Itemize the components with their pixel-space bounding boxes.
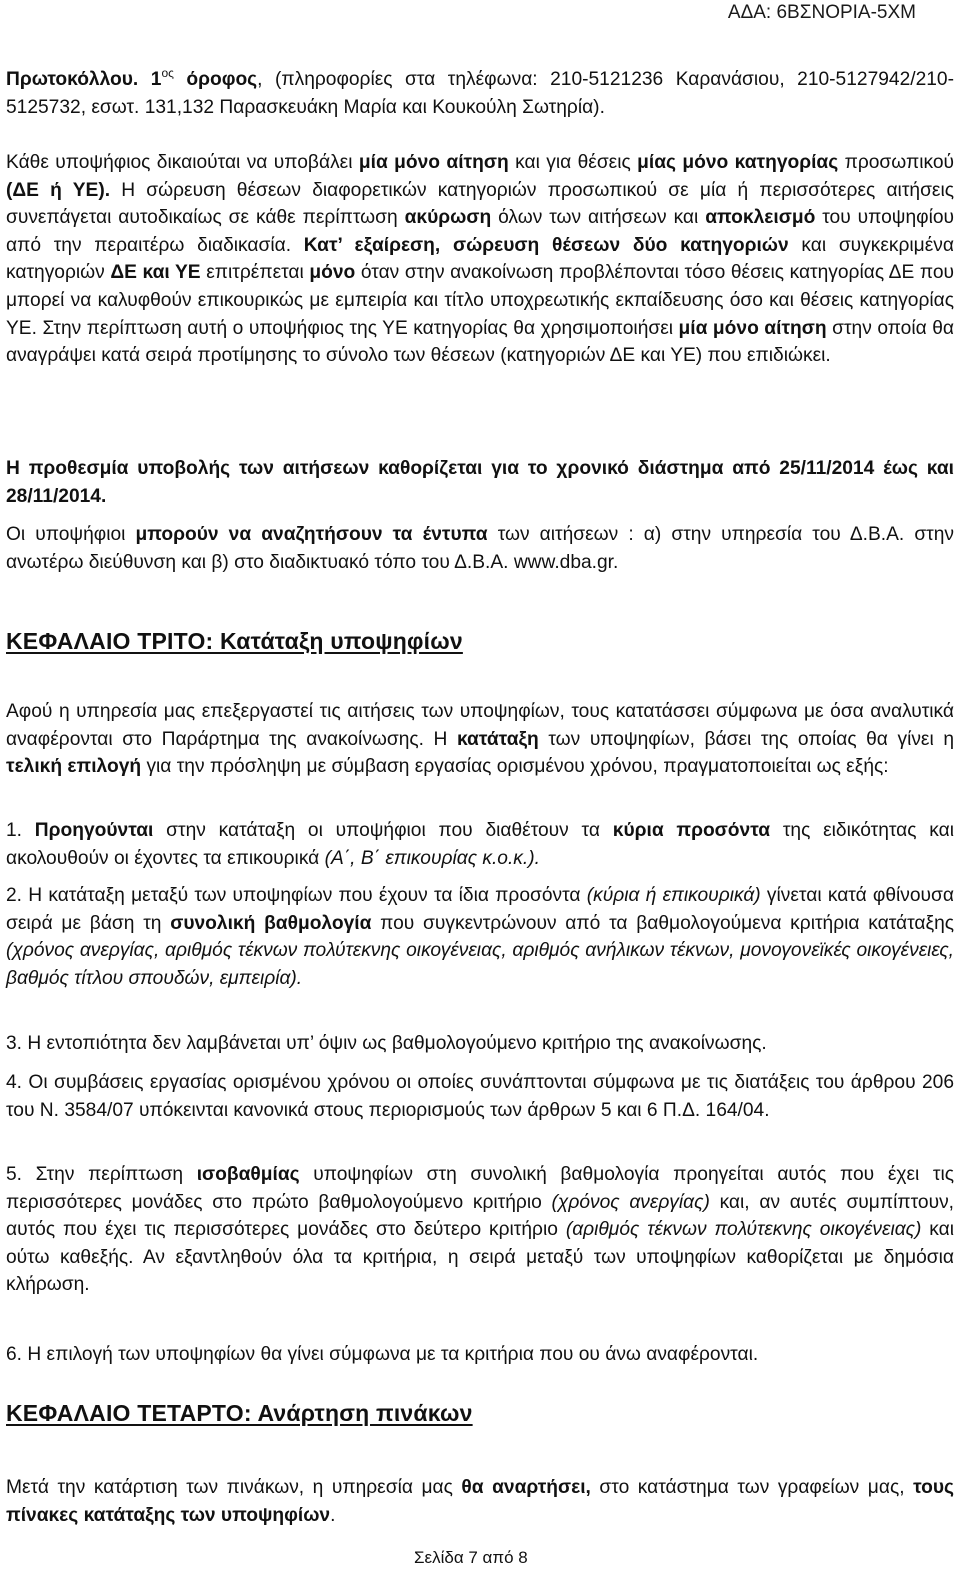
- text-run: συνολική βαθμολογία: [170, 912, 372, 934]
- text-run: και συγκεκριμένα κατηγοριών: [6, 234, 954, 284]
- text-run: (χρόνος ανεργίας, αριθμός τέκνων πολύτεκνης οικογένειας, αριθμός ανήλικων τέκνων, μονογονεϊκές οικογένειες, βαθμός τίτλου σπουδών, εμπειρία).: [6, 940, 954, 989]
- text-run: μπορούν να αναζητήσουν τα έντυπα: [135, 524, 488, 545]
- text-run: ισοβαθμίας: [196, 1164, 300, 1185]
- text-run: 4. Οι συμβάσεις εργασίας ορισμένου χρόνου οι οποίες συνάπτονται σύμφωνα με τις διατάξεις του άρθρου 206 του Ν. 3584/07 υπόκεινται κανονικά στους περιορισμούς των άρθρων 5 και 6 Π.Δ. 164/04.: [6, 1072, 954, 1121]
- text-run: Αφού η υπηρεσία μας επεξεργαστεί τις αιτήσεις των υποψηφίων, τους κατατάσσει σύμφωνα με όσα αναλυτικά αναφέρονται στο Παράρτημα της ανακοίνωσης. Η: [6, 701, 954, 750]
- text-run: της ειδικότητας και ακολουθούν οι έχοντες τα επικουρικά: [6, 820, 955, 869]
- text-run: όταν στην ανακοίνωση προβλέπονται τόσο θέσεις κατηγορίας ΔΕ που μπορεί να καλυφθούν επικουρικώς με εμπειρία και τίτλο υποχρεωτικής εκπαίδευσης όσο και θέσεις κατηγορίας ΥΕ. Στην περίπτωση αυτή ο υποψήφιος της ΥΕ κατηγορίας θα χρησιμοποιήσει: [6, 262, 954, 339]
- text-run: ΔΕ και ΥΕ: [110, 262, 201, 284]
- text-run: μόνο: [309, 262, 356, 284]
- deadline-paragraph: [6, 455, 954, 510]
- page-number: Σελίδα 7 από 8: [414, 1548, 528, 1567]
- text-run: υποψηφίων στη συνολική βαθμολογία προηγείται αυτός που έχει τις περισσότερες μονάδες στο πρώτο βαθμολογούμενο κριτήριο: [6, 1164, 954, 1213]
- ranking-item-5: [6, 1161, 954, 1299]
- forms-paragraph: [6, 521, 954, 576]
- ranking-item-2: [6, 882, 954, 992]
- text-run: 1.: [6, 820, 35, 841]
- text-run: στην οποία θα αναγράψει κατά σειρά προτίμησης το σύνολο των θέσεων (κατηγοριών ΔΕ και ΥΕ) που επιδιώκει.: [6, 317, 954, 367]
- text-run: 3. Η εντοπιότητα δεν λαμβάνεται υπ’ όψιν ως βαθμολογούμενο κριτήριο της ανακοίνωσης.: [6, 1033, 767, 1054]
- text-run: Πρωτοκόλλου. 1: [6, 69, 162, 90]
- text-run: κατάταξη: [457, 728, 539, 750]
- text-run: μία μόνο αίτηση: [358, 152, 509, 173]
- text-run: (κύρια ή επικουρικά): [586, 885, 761, 906]
- text-run: των υποψηφίων, βάσει της οποίας θα γίνει η: [538, 728, 954, 750]
- text-run: 6. Η επιλογή των υποψηφίων θα γίνει σύμφωνα με τα κριτήρια που ου άνω αναφέρονται.: [6, 1344, 759, 1365]
- text-run: Η προθεσμία υποβολής των αιτήσεων καθορίζεται για το χρονικό διάστημα από 25/11/2014 έως και 28/11/2014.: [6, 458, 954, 507]
- text-run: αποκλεισμό: [705, 207, 816, 229]
- text-run: για την πρόσληψη με σύμβαση εργασίας ορισμένου χρόνου, πραγματοποιείται ως εξής:: [141, 756, 889, 778]
- text-run: και για θέσεις: [508, 152, 638, 173]
- text-run: (χρόνος ανεργίας): [551, 1191, 710, 1213]
- text-run: Μετά την κατάρτιση των πινάκων, η υπηρεσία μας: [6, 1477, 462, 1498]
- text-run: , (πληροφορίες στα τηλέφωνα: 210-5121236 Καρανάσιου, 210-5127942/210-5125732, εσωτ. 131,132 Παρασκευάκη Μαρία και Κουκούλη Σωτηρία).: [6, 69, 954, 118]
- text-run: Η σώρευση θέσεων διαφορετικών κατηγοριών προσωπικού σε μία ή περισσότερες αιτήσεις συνεπάγεται αυτοδικαίως σε κάθε περίπτωση: [6, 179, 954, 229]
- ranking-intro-paragraph: [6, 698, 954, 781]
- text-run: στο κατάστημα των γραφείων μας,: [590, 1477, 914, 1498]
- text-run: ος: [161, 66, 174, 80]
- text-run: τους πίνακες κατάταξης των υποψηφίων: [6, 1477, 954, 1526]
- ranking-item-6: [6, 1341, 954, 1369]
- text-run: Κάθε υποψήφιος δικαιούται να υποβάλει: [6, 152, 359, 173]
- text-run: και ούτω καθεξής. Αν εξαντληθούν όλα τα κριτήρια, η σειρά μεταξύ των υποψηφίων καθορίζεται με δημόσια κλήρωση.: [6, 1219, 954, 1296]
- text-run: 5. Στην περίπτωση: [6, 1164, 197, 1185]
- text-run: γίνεται κατά φθίνουσα σειρά με βάση τη: [6, 885, 954, 934]
- chapter-three-heading: ΚΕΦΑΛΑΙΟ ΤΡΙΤΟ: Κατάταξη υποψηφίων: [6, 628, 463, 654]
- text-run: όλων των αιτήσεων και: [491, 207, 706, 229]
- application-rules-paragraph: [6, 149, 954, 370]
- ranking-item-3: [6, 1030, 954, 1058]
- text-run: (Α΄, Β΄ επικουρίας κ.ο.κ.).: [324, 847, 540, 869]
- text-run: επιτρέπεται: [200, 262, 310, 284]
- text-run: θα αναρτήσει,: [461, 1477, 591, 1498]
- ranking-item-1: [6, 817, 954, 872]
- text-run: κύρια προσόντα: [612, 820, 771, 841]
- text-run: (αριθμός τέκνων πολύτεκνης οικογένειας): [565, 1219, 922, 1241]
- text-run: 2. Η κατάταξη μεταξύ των υποψηφίων που έχουν τα ίδια προσόντα: [6, 885, 587, 906]
- chapter-four-heading: ΚΕΦΑΛΑΙΟ ΤΕΤΑΡΤΟ: Ανάρτηση πινάκων: [6, 1400, 473, 1426]
- text-run: Προηγούνται: [34, 820, 154, 841]
- document-id: ΑΔΑ: 6ΒΣΝΟΡΙΑ-5ΧΜ: [727, 2, 916, 23]
- text-run: όροφος: [173, 69, 258, 90]
- text-run: των αιτήσεων : α) στην υπηρεσία του Δ.Β.Α. στην ανωτέρω διεύθυνση και β) στο διαδικτυακό τόπο του Δ.Β.Α. www.dba.gr.: [6, 524, 955, 573]
- text-run: στην κατάταξη οι υποψήφιοι που διαθέτουν τα: [153, 820, 613, 841]
- text-run: Κατ’ εξαίρεση, σώρευση θέσεων δύο κατηγοριών: [303, 234, 789, 256]
- text-run: και, αν αυτές συμπίπτουν, αυτός που έχει τις περισσότερες μονάδες στο δεύτερο κριτήριο: [6, 1191, 954, 1241]
- text-run: ακύρωση: [404, 207, 492, 229]
- contact-paragraph: [6, 66, 954, 121]
- text-run: προσωπικού: [838, 152, 955, 173]
- text-run: Οι υποψήφιοι: [6, 524, 136, 545]
- text-run: μία μόνο αίτηση: [678, 317, 827, 339]
- text-run: του υποψηφίου από την περαιτέρω διαδικασία.: [6, 207, 954, 256]
- text-run: .: [330, 1504, 336, 1526]
- text-run: μίας μόνο κατηγορίας: [637, 152, 839, 173]
- text-run: (ΔΕ ή ΥΕ).: [6, 179, 111, 201]
- tables-posting-paragraph: [6, 1474, 954, 1529]
- ranking-item-4: [6, 1069, 954, 1124]
- text-run: τελική επιλογή: [6, 756, 142, 778]
- text-run: που συγκεντρώνουν από τα βαθμολογούμενα κριτήρια κατάταξης: [371, 912, 954, 934]
